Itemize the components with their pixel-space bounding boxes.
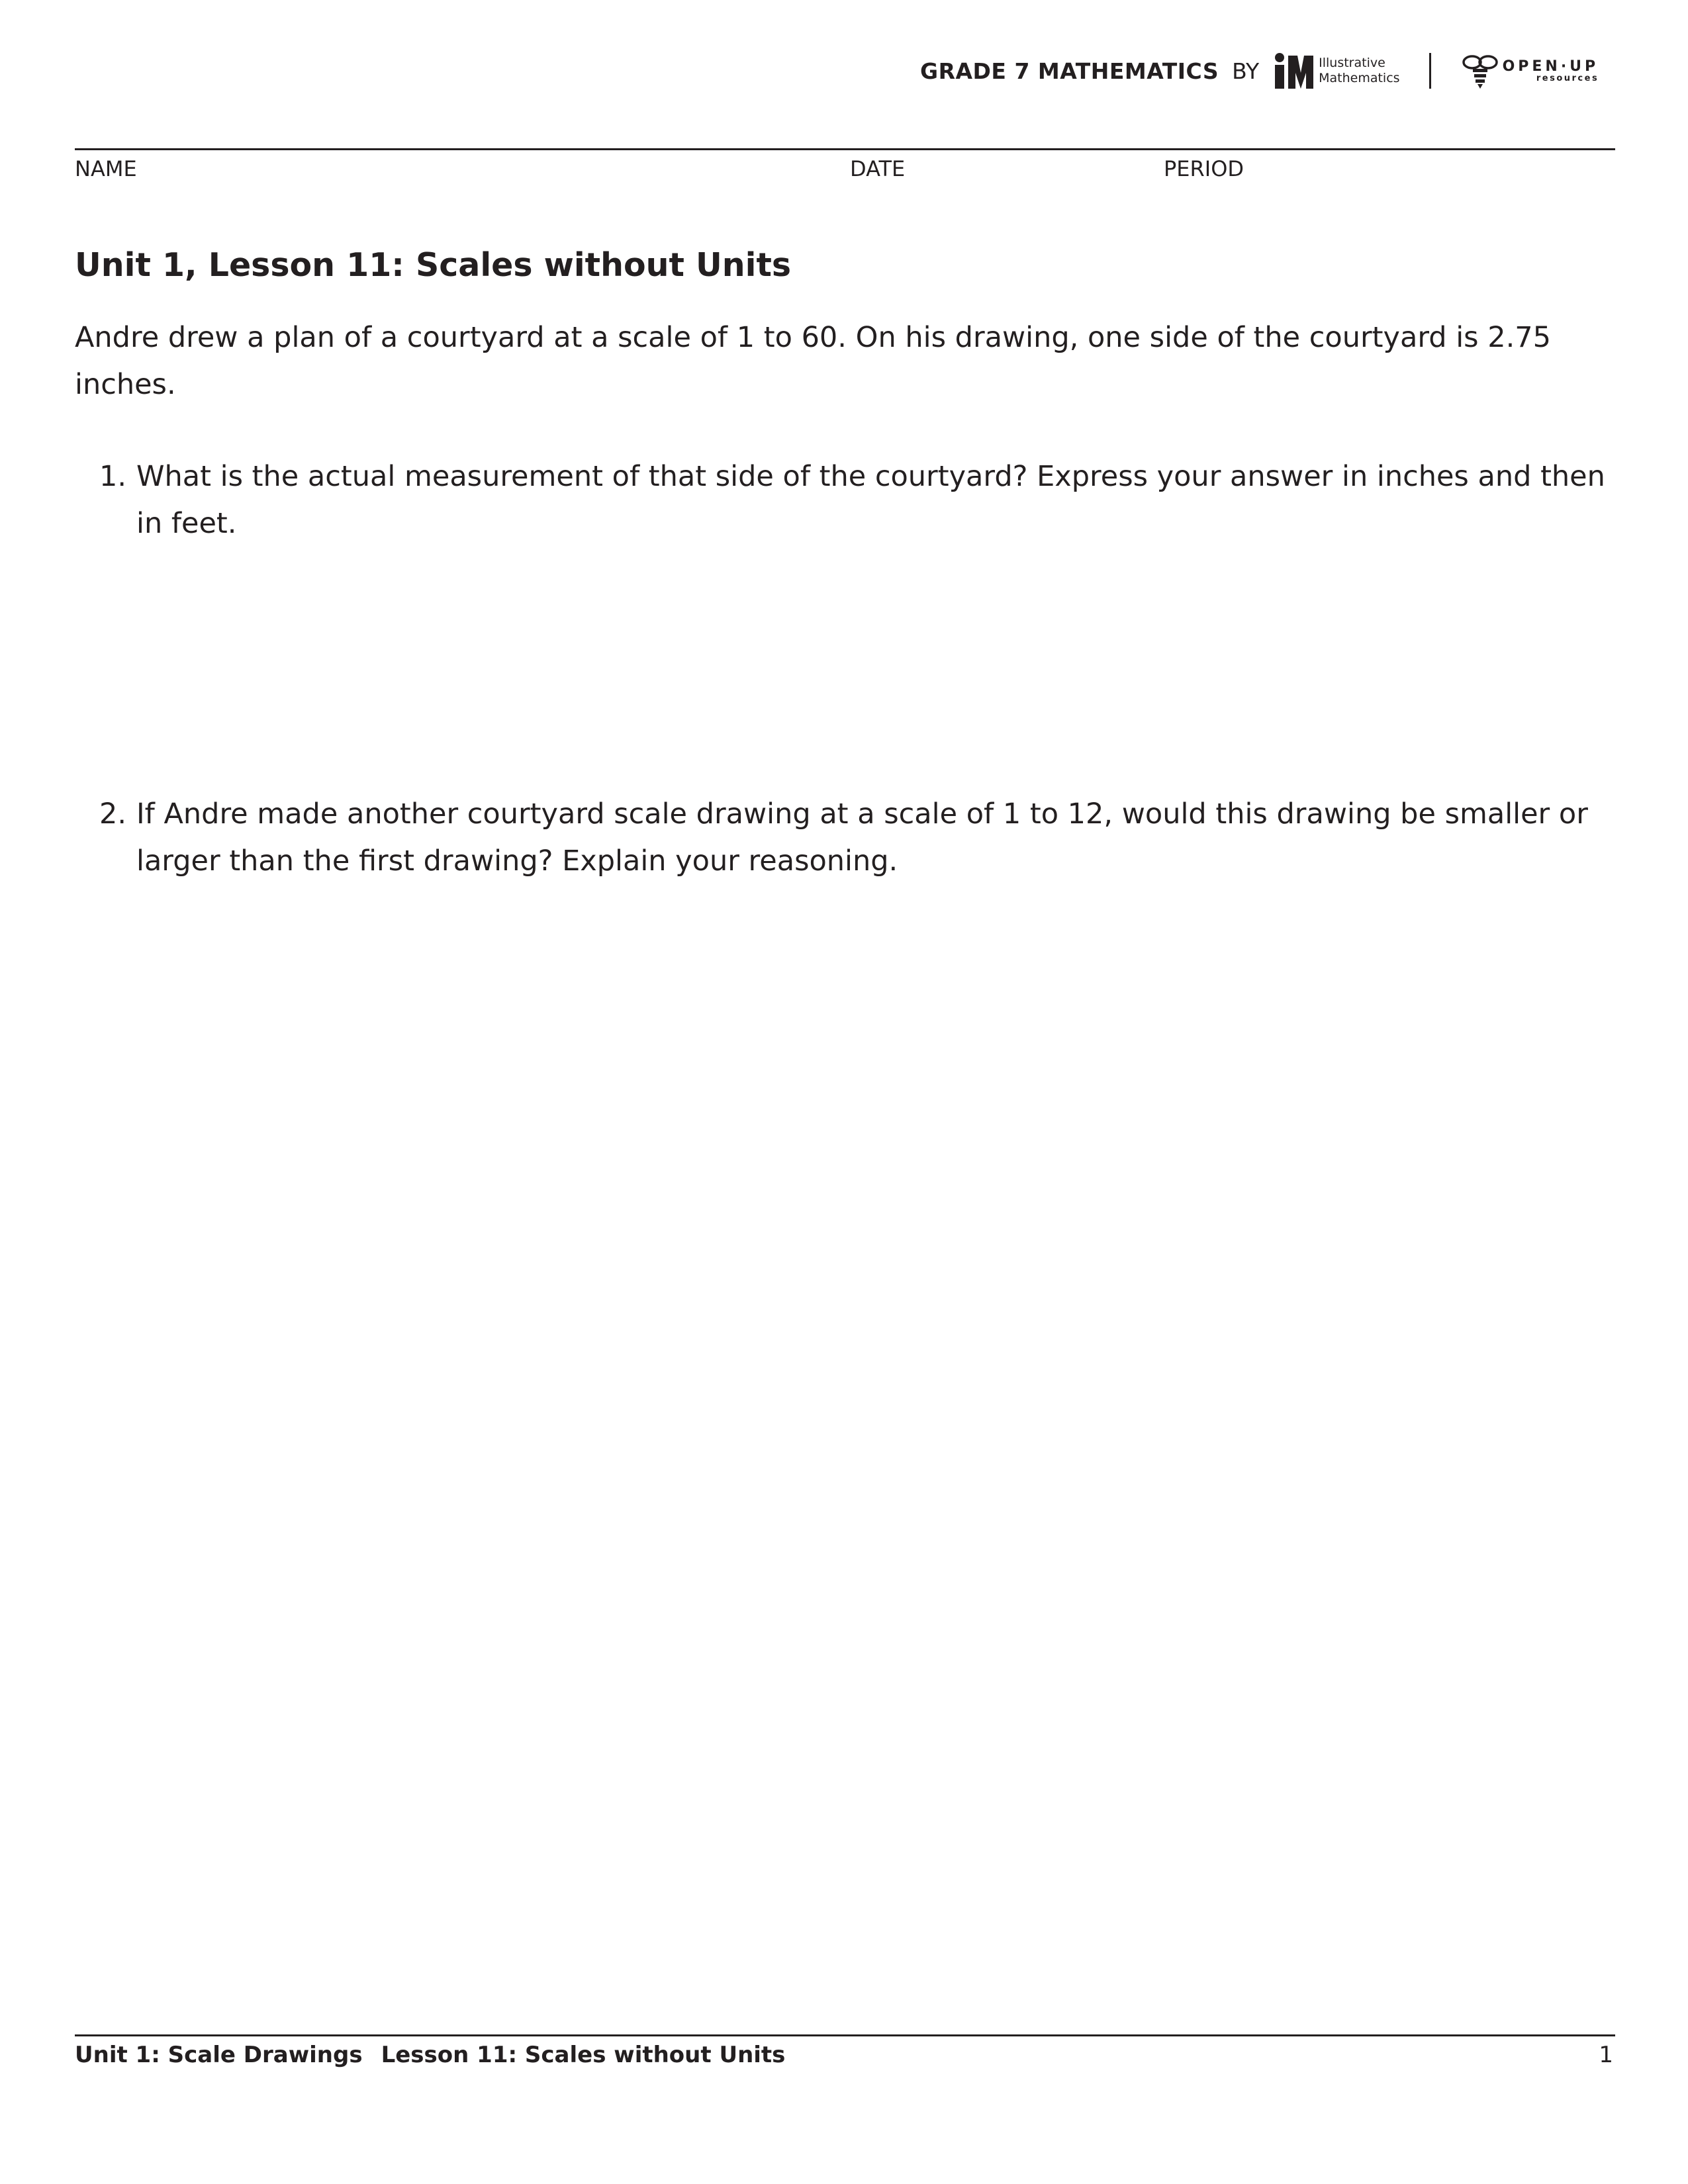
question-number: 2.	[99, 797, 127, 831]
oup-logo-sub: resources	[1536, 73, 1599, 83]
question-text: If Andre made another courtyard scale drawing at a scale of 1 to 12, would this drawing be smaller or larger than the first drawing? Explain your reasoning.	[136, 797, 1588, 878]
open-up-resources-bee-icon	[1462, 53, 1499, 89]
page-number: 1	[1599, 2042, 1613, 2068]
im-logo-line1: Illustrative	[1319, 56, 1385, 70]
name-date-period-rule	[75, 148, 1615, 150]
illustrative-mathematics-logo-icon	[1274, 53, 1315, 89]
oup-logo-main: OPEN·UP	[1502, 58, 1599, 75]
footer-unit: Unit 1: Scale Drawings	[75, 2042, 363, 2068]
question-1	[99, 453, 1618, 547]
header-branding	[920, 48, 1622, 94]
footer-lesson: Lesson 11: Scales without Units	[381, 2042, 786, 2068]
question-number: 1.	[99, 460, 127, 493]
brand-divider	[1429, 53, 1431, 89]
date-label: DATE	[850, 156, 906, 181]
footer-title	[75, 2042, 785, 2068]
by-label: BY	[1232, 58, 1260, 84]
name-label: NAME	[75, 156, 137, 181]
period-label: PERIOD	[1164, 156, 1244, 181]
problem-intro: Andre drew a plan of a courtyard at a scale of 1 to 60. On his drawing, one side of the courtyard is 2.75 inches.	[75, 321, 1551, 401]
lesson-title: Unit 1, Lesson 11: Scales without Units	[75, 246, 792, 284]
question-text: What is the actual measurement of that side of the courtyard? Express your answer in inches and then in feet.	[136, 460, 1605, 540]
footer-rule	[75, 2034, 1615, 2036]
question-2	[99, 791, 1618, 885]
im-logo-line2: Mathematics	[1319, 71, 1400, 85]
open-up-resources-logo	[1462, 53, 1599, 89]
course-title: GRADE 7 MATHEMATICS	[920, 58, 1219, 84]
illustrative-mathematics-logo	[1274, 53, 1399, 89]
